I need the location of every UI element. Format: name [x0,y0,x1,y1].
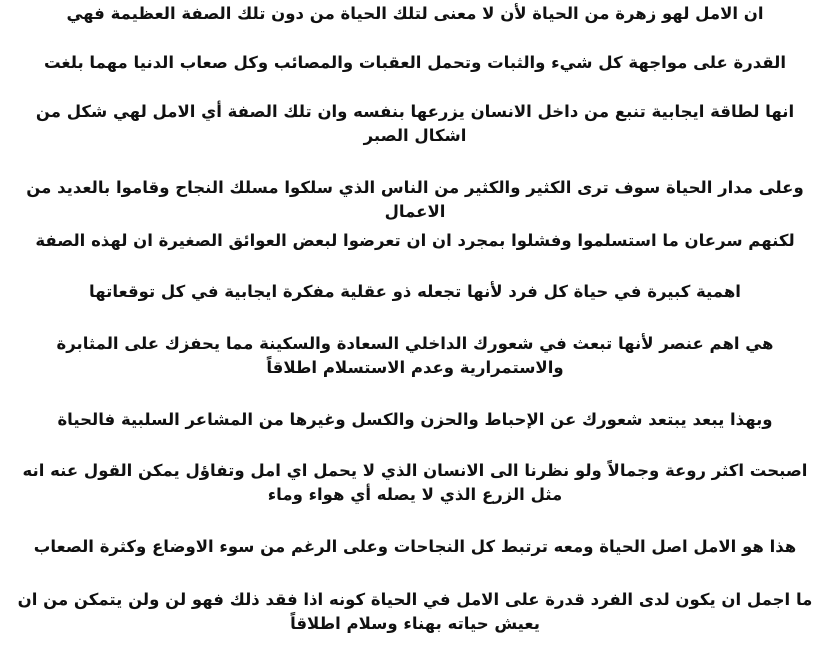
paragraph-4: وعلى مدار الحياة سوف ترى الكثير والكثير من الناس الذي سلكوا مسلك النجاح وقاموا بالعديد من الاعمال [26,178,804,221]
paragraph-8: وبهذا يبعد يبتعد شعورك عن الإحباط والحزن والكسل وغيرها من المشاعر السلبية فالحياة [57,410,773,429]
paragraph-9: اصبحت اكثر روعة وجمالاً ولو نظرنا الى الانسان الذي لا يحمل اي امل وتفاؤل يمكن القول عنه انه مثل الزرع الذي لا يصله أي هواء وماء [22,461,808,504]
paragraph-1: ان الامل لهو زهرة من الحياة لأن لا معنى لتلك الحياة من دون تلك الصفة العظيمة فهي [66,4,764,23]
paragraph-2: القدرة على مواجهة كل شيء والثبات وتحمل العقبات والمصائب وكل صعاب الدنيا مهما بلغت [43,53,787,72]
paragraph-11: ما اجمل ان يكون لدى الفرد قدرة على الامل في الحياة كونه اذا فقد ذلك فهو لن ولن يتمكن من ان يعيش حياته بهناء وسلام اطلاقاً [17,590,813,633]
paragraph-5: لكنهم سرعان ما استسلموا وفشلوا بمجرد ان ان تعرضوا لبعض العوائق الصغيرة ان لهذه الصفة [35,231,795,250]
paragraph-3: انها لطاقة ايجابية تنبع من داخل الانسان يزرعها بنفسه وان تلك الصفة أي الامل لهي شكل من اشكال الصبر [35,102,795,145]
paragraph-10: هذا هو الامل اصل الحياة ومعه ترتبط كل النجاحات وعلى الرغم من سوء الاوضاع وكثرة الصعاب [33,537,797,556]
paragraph-7: هي اهم عنصر لأنها تبعث في شعورك الداخلي السعادة والسكينة مما يحفزك على المثابرة والاستمرارية وعدم الاستسلام اطلاقاً [56,334,774,377]
paragraph-6: اهمية كبيرة في حياة كل فرد لأنها تجعله ذو عقلية مفكرة ايجابية في كل توقعاتها [89,282,741,301]
